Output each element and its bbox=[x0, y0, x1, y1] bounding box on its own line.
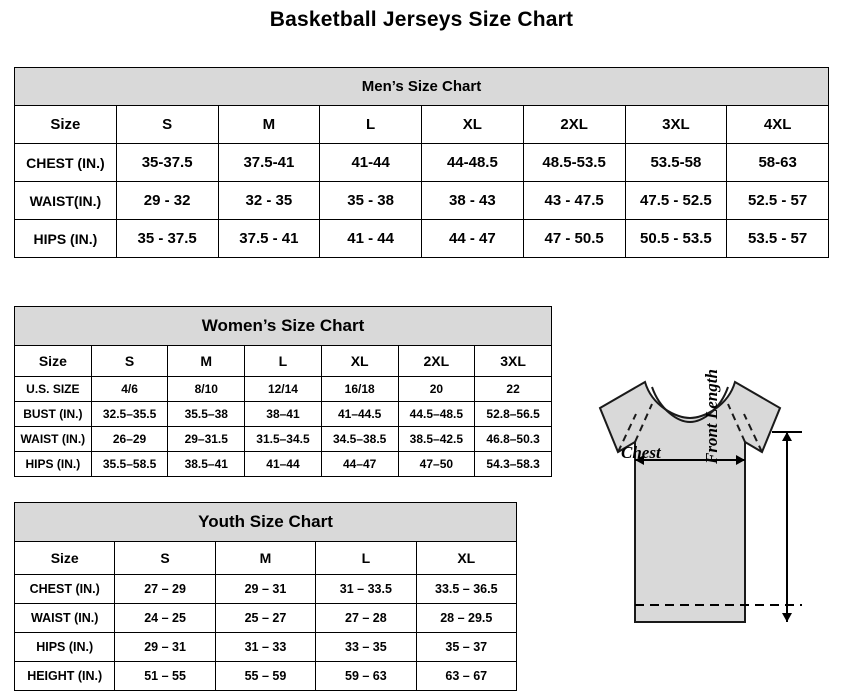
table-row bbox=[15, 575, 517, 604]
mens-header-m: M bbox=[218, 106, 320, 144]
womens-waist-xl: 34.5–38.5 bbox=[321, 427, 398, 452]
womens-row-label-bust: BUST (IN.) bbox=[15, 402, 92, 427]
youth-waist-xl: 28 – 29.5 bbox=[416, 604, 516, 633]
jersey-measurement-diagram bbox=[540, 360, 840, 680]
youth-row-label-waist: WAIST (IN.) bbox=[15, 604, 115, 633]
youth-height-xl: 63 – 67 bbox=[416, 662, 516, 691]
youth-waist-l: 27 – 28 bbox=[316, 604, 416, 633]
womens-row-label-us-size: U.S. SIZE bbox=[15, 377, 92, 402]
womens-hips-xl: 44–47 bbox=[321, 452, 398, 477]
mens-chest-l: 41-44 bbox=[320, 144, 422, 182]
table-row bbox=[15, 402, 552, 427]
mens-hips-xl: 44 - 47 bbox=[422, 220, 524, 258]
womens-bust-l: 38–41 bbox=[245, 402, 322, 427]
womens-hips-m: 38.5–41 bbox=[168, 452, 245, 477]
youth-hips-l: 33 – 35 bbox=[316, 633, 416, 662]
womens-bust-xl: 41–44.5 bbox=[321, 402, 398, 427]
youth-header-size: Size bbox=[15, 542, 115, 575]
mens-header-s: S bbox=[116, 106, 218, 144]
womens-waist-m: 29–31.5 bbox=[168, 427, 245, 452]
youth-header-s: S bbox=[115, 542, 215, 575]
womens-waist-2xl: 38.5–42.5 bbox=[398, 427, 475, 452]
mens-row-label-chest: CHEST (IN.) bbox=[15, 144, 117, 182]
table-row bbox=[15, 220, 829, 258]
womens-chart-title: Women’s Size Chart bbox=[15, 307, 552, 346]
youth-chest-s: 27 – 29 bbox=[115, 575, 215, 604]
mens-row-label-waist: WAIST(IN.) bbox=[15, 182, 117, 220]
youth-header-xl: XL bbox=[416, 542, 516, 575]
mens-waist-2xl: 43 - 47.5 bbox=[523, 182, 625, 220]
mens-header-row bbox=[15, 106, 829, 144]
mens-hips-m: 37.5 - 41 bbox=[218, 220, 320, 258]
youth-waist-s: 24 – 25 bbox=[115, 604, 215, 633]
table-row bbox=[15, 633, 517, 662]
mens-header-l: L bbox=[320, 106, 422, 144]
mens-header-3xl: 3XL bbox=[625, 106, 727, 144]
womens-header-3xl: 3XL bbox=[475, 346, 552, 377]
youth-header-l: L bbox=[316, 542, 416, 575]
youth-row-label-hips: HIPS (IN.) bbox=[15, 633, 115, 662]
mens-waist-3xl: 47.5 - 52.5 bbox=[625, 182, 727, 220]
mens-hips-3xl: 50.5 - 53.5 bbox=[625, 220, 727, 258]
youth-header-row bbox=[15, 542, 517, 575]
jersey-outline-svg bbox=[540, 360, 840, 680]
youth-chest-m: 29 – 31 bbox=[215, 575, 315, 604]
mens-hips-l: 41 - 44 bbox=[320, 220, 422, 258]
jersey-body-shape bbox=[600, 382, 780, 622]
youth-chest-xl: 33.5 – 36.5 bbox=[416, 575, 516, 604]
front-length-arrow-bottom bbox=[782, 613, 792, 622]
table-row bbox=[15, 604, 517, 633]
womens-header-s: S bbox=[91, 346, 168, 377]
table-row bbox=[15, 144, 829, 182]
mens-header-size: Size bbox=[15, 106, 117, 144]
mens-chest-m: 37.5-41 bbox=[218, 144, 320, 182]
womens-header-row bbox=[15, 346, 552, 377]
mens-header-4xl: 4XL bbox=[727, 106, 829, 144]
womens-ussize-xl: 16/18 bbox=[321, 377, 398, 402]
mens-size-chart-table bbox=[14, 67, 829, 258]
youth-waist-m: 25 – 27 bbox=[215, 604, 315, 633]
youth-hips-s: 29 – 31 bbox=[115, 633, 215, 662]
womens-waist-3xl: 46.8–50.3 bbox=[475, 427, 552, 452]
womens-waist-l: 31.5–34.5 bbox=[245, 427, 322, 452]
mens-waist-s: 29 - 32 bbox=[116, 182, 218, 220]
womens-bust-3xl: 52.8–56.5 bbox=[475, 402, 552, 427]
womens-header-m: M bbox=[168, 346, 245, 377]
womens-header-xl: XL bbox=[321, 346, 398, 377]
mens-waist-m: 32 - 35 bbox=[218, 182, 320, 220]
womens-header-2xl: 2XL bbox=[398, 346, 475, 377]
front-length-arrow-top bbox=[782, 432, 792, 441]
front-length-measurement-label: Front Length bbox=[702, 369, 721, 464]
womens-size-chart-table bbox=[14, 306, 552, 477]
youth-chest-l: 31 – 33.5 bbox=[316, 575, 416, 604]
mens-header-xl: XL bbox=[422, 106, 524, 144]
womens-ussize-l: 12/14 bbox=[245, 377, 322, 402]
womens-row-label-waist: WAIST (IN.) bbox=[15, 427, 92, 452]
womens-ussize-s: 4/6 bbox=[91, 377, 168, 402]
mens-waist-xl: 38 - 43 bbox=[422, 182, 524, 220]
mens-header-2xl: 2XL bbox=[523, 106, 625, 144]
womens-ussize-2xl: 20 bbox=[398, 377, 475, 402]
youth-hips-xl: 35 – 37 bbox=[416, 633, 516, 662]
womens-hips-l: 41–44 bbox=[245, 452, 322, 477]
table-row bbox=[15, 182, 829, 220]
mens-chest-2xl: 48.5-53.5 bbox=[523, 144, 625, 182]
table-row bbox=[15, 427, 552, 452]
womens-header-l: L bbox=[245, 346, 322, 377]
mens-chart-title: Men’s Size Chart bbox=[15, 68, 829, 106]
youth-height-l: 59 – 63 bbox=[316, 662, 416, 691]
mens-chest-xl: 44-48.5 bbox=[422, 144, 524, 182]
mens-waist-4xl: 52.5 - 57 bbox=[727, 182, 829, 220]
youth-chart-title: Youth Size Chart bbox=[15, 503, 517, 542]
table-row bbox=[15, 452, 552, 477]
mens-chart-title-row bbox=[15, 68, 829, 106]
womens-chart-title-row bbox=[15, 307, 552, 346]
youth-hips-m: 31 – 33 bbox=[215, 633, 315, 662]
youth-height-s: 51 – 55 bbox=[115, 662, 215, 691]
womens-bust-m: 35.5–38 bbox=[168, 402, 245, 427]
womens-hips-s: 35.5–58.5 bbox=[91, 452, 168, 477]
mens-hips-2xl: 47 - 50.5 bbox=[523, 220, 625, 258]
youth-header-m: M bbox=[215, 542, 315, 575]
womens-waist-s: 26–29 bbox=[91, 427, 168, 452]
womens-hips-2xl: 47–50 bbox=[398, 452, 475, 477]
womens-ussize-m: 8/10 bbox=[168, 377, 245, 402]
youth-height-m: 55 – 59 bbox=[215, 662, 315, 691]
youth-chart-title-row bbox=[15, 503, 517, 542]
womens-header-size: Size bbox=[15, 346, 92, 377]
youth-row-label-chest: CHEST (IN.) bbox=[15, 575, 115, 604]
youth-row-label-height: HEIGHT (IN.) bbox=[15, 662, 115, 691]
youth-size-chart-table bbox=[14, 502, 517, 691]
mens-chest-4xl: 58-63 bbox=[727, 144, 829, 182]
table-row bbox=[15, 377, 552, 402]
table-row bbox=[15, 662, 517, 691]
womens-hips-3xl: 54.3–58.3 bbox=[475, 452, 552, 477]
womens-row-label-hips: HIPS (IN.) bbox=[15, 452, 92, 477]
womens-bust-s: 32.5–35.5 bbox=[91, 402, 168, 427]
mens-row-label-hips: HIPS (IN.) bbox=[15, 220, 117, 258]
womens-bust-2xl: 44.5–48.5 bbox=[398, 402, 475, 427]
page-title: Basketball Jerseys Size Chart bbox=[269, 8, 574, 31]
mens-chest-s: 35-37.5 bbox=[116, 144, 218, 182]
mens-waist-l: 35 - 38 bbox=[320, 182, 422, 220]
mens-hips-4xl: 53.5 - 57 bbox=[727, 220, 829, 258]
mens-chest-3xl: 53.5-58 bbox=[625, 144, 727, 182]
chest-measurement-label: Chest bbox=[621, 443, 661, 462]
womens-ussize-3xl: 22 bbox=[475, 377, 552, 402]
mens-hips-s: 35 - 37.5 bbox=[116, 220, 218, 258]
